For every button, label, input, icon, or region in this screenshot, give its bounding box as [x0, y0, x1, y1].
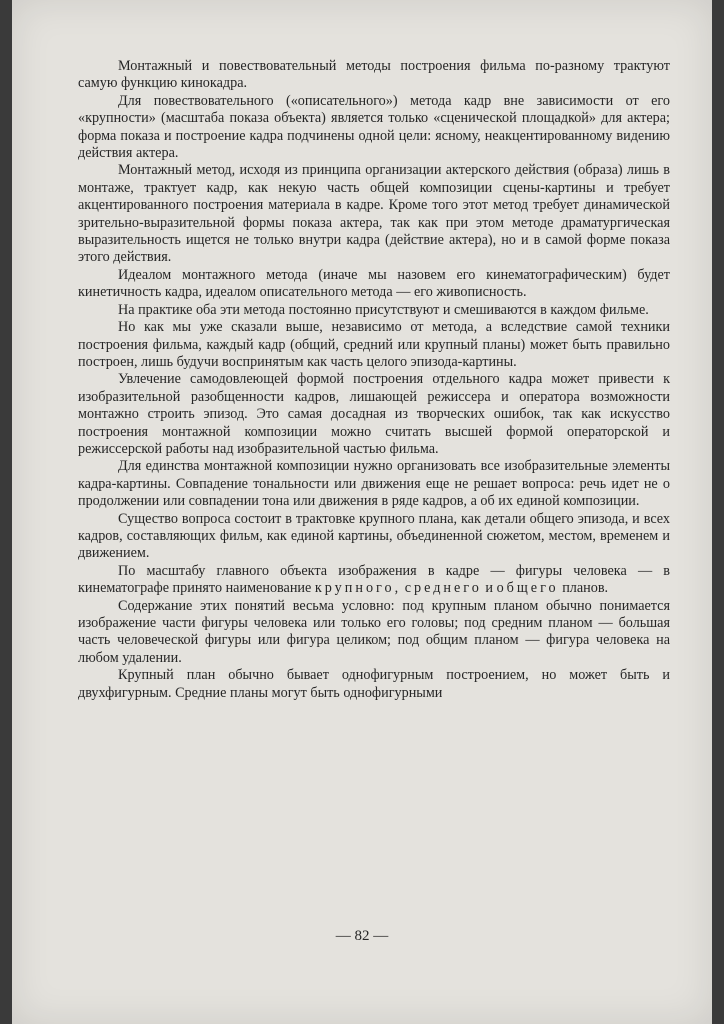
paragraph-12: Крупный план обычно бывает однофигурным построением, но может быть и двухфигурным. Средние планы могут быть однофигурными — [78, 667, 670, 701]
scale-conj: и — [485, 580, 494, 597]
paragraph-3: Монтажный метод, исходя из принципа организации актерского действия (образа) лишь в монтаже, трактует кадр, как некую часть общей композиции сцены-картины и требует акцентированного построения материала в кадре. Кроме того этот метод требует динамической зрительно-выразительной формы показа актера, так как при этом методе драматургическая выразительность ищется не только внутри кадра (действие актера), но и в самой форме показа этого действия. — [78, 162, 670, 266]
body-text — [78, 58, 670, 702]
paragraph-5: На практике оба эти метода постоянно присутствуют и смешиваются в каждом фильме. — [118, 301, 649, 318]
paragraph-7: Увлечение самодовлеющей формой построения отдельного кадра может привести к изобразительной разобщенности кадров, лишающей режиссера и оператора возможности монтажно строить эпизод. Это самая досадная из творческих ошибок, так как искусство построения монтажной композиции можно считать высшей формой операторской и режиссерской работы над изобразительной частью фильма. — [78, 371, 670, 457]
paragraph-4: Идеалом монтажного метода (иначе мы назовем его кинематографическим) будет кинетичность кадра, идеалом описательного метода — его живописность. — [78, 266, 670, 301]
scale-lead: По масштабу главного объекта изображения в кадре — фигуры человека — в кинематографе принято наименование — [78, 562, 670, 597]
paragraph-1: Монтажный и повествовательный методы построения фильма по-разному трактуют самую функцию кинокадра. — [78, 58, 670, 92]
term-long: общего — [496, 580, 559, 597]
term-close-up: крупного, — [314, 580, 402, 597]
scale-tail: планов. — [562, 580, 609, 597]
term-medium: среднего — [404, 580, 482, 597]
paragraph-11: Содержание этих понятий весьма условно: под крупным планом обычно понимается изображение части фигуры человека или только его головы; под средним планом — большая часть человеческой фигуры или фигура целиком; под общим планом — фигура человека на любом удалении. — [78, 597, 670, 666]
paragraph-9: Существо вопроса состоит в трактовке крупного плана, как детали общего эпизода, и всех кадров, составляющих фильм, как единой картины, объединенной сюжетом, местом, временем и движением. — [78, 510, 670, 562]
book-page — [12, 0, 712, 1024]
paragraph-10 — [78, 563, 670, 598]
paragraph-6: Но как мы уже сказали выше, независимо от метода, а вследствие самой техники построения фильма, каждый кадр (общий, средний или крупный планы) может быть правильно построен, лишь будучи воспринятым как часть целого эпизода-картины. — [78, 319, 670, 370]
page-number: — 82 — — [335, 928, 389, 944]
paragraph-8: Для единства монтажной композиции нужно организовать все изобразительные элементы кадра-картины. Совпадение тональности или движения еще не решает вопроса: речь идет не о продолжении или совпадении тона или движения в ряде кадров, а об их единой композиции. — [78, 458, 670, 510]
paragraph-2: Для повествовательного («описательного») метода кадр вне зависимости от его «крупности» (масштаба показа объекта) является только «сценической площадкой» для актера; форма показа и построение кадра подчинены одной цели: ясному, неакцентированному видению действия актера. — [78, 92, 670, 162]
